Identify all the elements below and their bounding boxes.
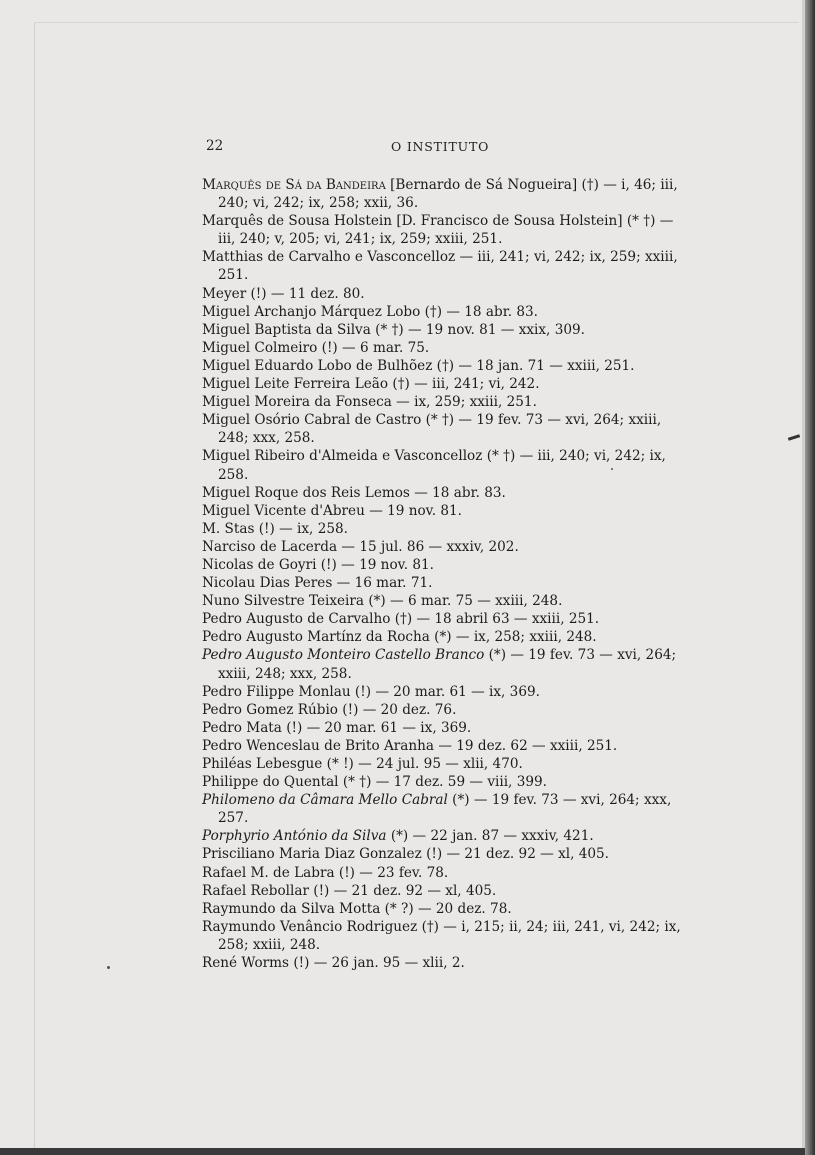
entry-name: Rafael M. de Labra bbox=[202, 864, 335, 881]
index-entry bbox=[202, 701, 682, 719]
entry-references: (†) — 18 abril 63 — xxiii, 251. bbox=[390, 611, 600, 628]
entry-name: Miguel Colmeiro bbox=[202, 339, 318, 356]
index-entry bbox=[202, 737, 682, 755]
entry-references: (†) — iii, 241; vi, 242. bbox=[388, 376, 540, 393]
entry-name: Pedro Filippe Monlau bbox=[202, 683, 351, 700]
entry-references: (*) — ix, 258; xxiii, 248. bbox=[429, 629, 597, 646]
index-entry bbox=[202, 556, 682, 574]
entry-name: Miguel Osório Cabral de Castro bbox=[202, 412, 422, 429]
entry-name: Philéas Lebesgue bbox=[202, 756, 323, 772]
entry-name: Miguel Moreira da Fonseca bbox=[202, 394, 392, 411]
index-entry bbox=[202, 791, 682, 827]
entry-references: — 18 abr. 83. bbox=[409, 484, 506, 501]
index-entry bbox=[202, 212, 682, 248]
entry-name: Matthias de Carvalho e Vasconcelloz bbox=[202, 249, 456, 266]
index-entry bbox=[202, 827, 682, 845]
entry-name: René Worms bbox=[202, 955, 289, 972]
entry-references: (!) — ix, 258. bbox=[254, 520, 348, 537]
entry-name: Miguel Archanjo Márquez Lobo bbox=[202, 303, 421, 320]
index-entry bbox=[202, 538, 682, 556]
index-entry bbox=[202, 176, 682, 212]
index-entry bbox=[202, 882, 682, 900]
index-entry bbox=[202, 411, 682, 447]
entry-name: Miguel Vicente d'Abreu bbox=[202, 502, 365, 519]
entry-name: Porphyrio António da Silva bbox=[202, 828, 387, 845]
index-entry bbox=[202, 918, 682, 954]
page-edge-shadow bbox=[805, 0, 815, 1155]
entry-references: (!) — 20 mar. 61 — ix, 369. bbox=[350, 683, 540, 700]
page-header bbox=[206, 138, 678, 158]
index-entry bbox=[202, 303, 682, 321]
entry-references: (†) — i, 215; ii, 24; iii, 241, vi, 242; ix, 258; xxiii, 248. bbox=[218, 918, 681, 953]
entry-references: (!) — 26 jan. 95 — xlii, 2. bbox=[289, 955, 465, 972]
ink-speck bbox=[611, 468, 613, 470]
entry-name: Pedro Gomez Rúbio bbox=[202, 701, 338, 718]
ink-speck bbox=[107, 966, 110, 969]
entry-name: Rafael Rebollar bbox=[202, 882, 309, 899]
index-entry bbox=[202, 755, 682, 773]
entry-references: (†) — 18 abr. 83. bbox=[420, 303, 538, 320]
entry-references: (!) — 11 dez. 80. bbox=[246, 285, 365, 302]
entry-references: (!) — 21 dez. 92 — xl, 405. bbox=[308, 882, 497, 899]
entry-name: Philippe do Quental bbox=[202, 774, 339, 791]
entry-references: — 19 dez. 62 — xxiii, 251. bbox=[434, 737, 618, 754]
entry-name: Miguel Leite Ferreira Leão bbox=[202, 376, 389, 393]
entry-name: Philomeno da Câmara Mello Cabral bbox=[202, 792, 448, 809]
entry-references: (*) — 6 mar. 75 — xxiii, 248. bbox=[364, 593, 563, 610]
index-entry bbox=[202, 845, 682, 863]
entry-references: (!) — 21 dez. 92 — xl, 405. bbox=[421, 846, 610, 863]
entry-name: Raymundo da Silva Motta bbox=[202, 900, 381, 917]
entry-name: M. Stas bbox=[202, 520, 255, 537]
entry-references: (!) — 20 dez. 76. bbox=[337, 701, 457, 718]
entry-name: Prisciliano Maria Diaz Gonzalez bbox=[202, 846, 422, 863]
index-entry bbox=[202, 447, 682, 483]
entry-references: (*) — 19 fev. 73 — xvi, 264; xxiii, 248; xxx, 258. bbox=[218, 647, 677, 682]
index-entry bbox=[202, 484, 682, 502]
entry-references: (* †) — 17 dez. 59 — viii, 399. bbox=[338, 774, 547, 791]
index-entry bbox=[202, 610, 682, 628]
entry-references: (* †) — 19 fev. 73 — xvi, 264; xxiii, 248; xxx, 258. bbox=[218, 412, 662, 447]
index-entry bbox=[202, 592, 682, 610]
entry-name: Narciso de Lacerda bbox=[202, 538, 338, 555]
page-number: 22 bbox=[206, 138, 224, 154]
index-entry bbox=[202, 285, 682, 303]
index-entry bbox=[202, 954, 682, 972]
entry-name: Meyer bbox=[202, 285, 247, 302]
index-entry bbox=[202, 321, 682, 339]
entry-references: — 15 jul. 86 — xxxiv, 202. bbox=[337, 538, 519, 555]
entry-name: Nicolas de Goyri bbox=[202, 556, 317, 573]
index-entry bbox=[202, 357, 682, 375]
index-entry bbox=[202, 719, 682, 737]
entry-name: Marquês de Sá da Bandeira bbox=[202, 177, 386, 193]
index-entry bbox=[202, 520, 682, 538]
entry-name: Miguel Baptista da Silva bbox=[202, 321, 371, 338]
entry-references: (* ?) — 20 dez. 78. bbox=[380, 900, 512, 917]
entry-name: Nicolau Dias Peres bbox=[202, 575, 333, 592]
entry-name: Pedro Wenceslau de Brito Aranha bbox=[202, 737, 435, 754]
entry-name: Raymundo Venâncio Rodriguez bbox=[202, 918, 418, 935]
index-entry bbox=[202, 574, 682, 592]
entry-references: — ix, 259; xxiii, 251. bbox=[391, 394, 537, 411]
entry-references: (*) — 22 jan. 87 — xxxiv, 421. bbox=[386, 828, 594, 845]
entry-references: [Bernardo de Sá Nogueira] (†) — i, 46; iii, 240; vi, 242; ix, 258; xxii, 36. bbox=[218, 177, 678, 212]
entry-references: (* †) — iii, 240; vi, 242; ix, 258. bbox=[218, 448, 666, 483]
entry-references: (* †) — 19 nov. 81 — xxix, 309. bbox=[370, 321, 585, 338]
entry-references: [D. Francisco de Sousa Holstein] (* †) — iii, 240; v, 205; vi, 241; ix, 259; xxiii, 251. bbox=[218, 213, 674, 248]
index-entry bbox=[202, 502, 682, 520]
entry-references: — 16 mar. 71. bbox=[332, 575, 433, 592]
index-entry bbox=[202, 646, 682, 682]
entry-references: (*) — 19 fev. 73 — xvi, 264; xxx, 257. bbox=[218, 792, 672, 827]
entry-name: Pedro Augusto Monteiro Castello Branco bbox=[202, 647, 485, 664]
entry-references: — iii, 241; vi, 242; ix, 259; xxiii, 251. bbox=[218, 249, 678, 284]
entry-name: Pedro Augusto de Carvalho bbox=[202, 611, 391, 628]
entry-references: — 19 nov. 81. bbox=[364, 502, 462, 519]
running-title: O INSTITUTO bbox=[391, 139, 490, 154]
entry-references: (!) — 6 mar. 75. bbox=[317, 339, 430, 356]
entry-name: Miguel Ribeiro d'Almeida e Vasconcelloz bbox=[202, 448, 483, 465]
entry-references: (!) — 19 nov. 81. bbox=[316, 556, 434, 573]
entry-name: Miguel Eduardo Lobo de Bulhõez bbox=[202, 357, 433, 374]
index-entry bbox=[202, 375, 682, 393]
entry-name: Nuno Silvestre Teixeira bbox=[202, 593, 365, 610]
entry-references: (†) — 18 jan. 71 — xxiii, 251. bbox=[432, 357, 635, 374]
index-entries-list bbox=[202, 176, 682, 972]
entry-name: Miguel Roque dos Reis Lemos bbox=[202, 484, 410, 501]
index-entry bbox=[202, 339, 682, 357]
entry-name: Pedro Augusto Martínz da Rocha bbox=[202, 629, 430, 646]
index-entry bbox=[202, 248, 682, 284]
entry-name: Pedro Mata bbox=[202, 719, 282, 736]
entry-references: (* !) — 24 jul. 95 — xlii, 470. bbox=[322, 756, 523, 772]
index-entry bbox=[202, 864, 682, 882]
entry-name: Marquês de Sousa Holstein bbox=[202, 213, 393, 230]
index-entry bbox=[202, 773, 682, 791]
index-entry bbox=[202, 900, 682, 918]
entry-references: (!) — 20 mar. 61 — ix, 369. bbox=[281, 719, 472, 736]
index-entry bbox=[202, 628, 682, 646]
index-entry bbox=[202, 683, 682, 701]
entry-references: (!) — 23 fev. 78. bbox=[334, 864, 449, 881]
index-entry bbox=[202, 393, 682, 411]
